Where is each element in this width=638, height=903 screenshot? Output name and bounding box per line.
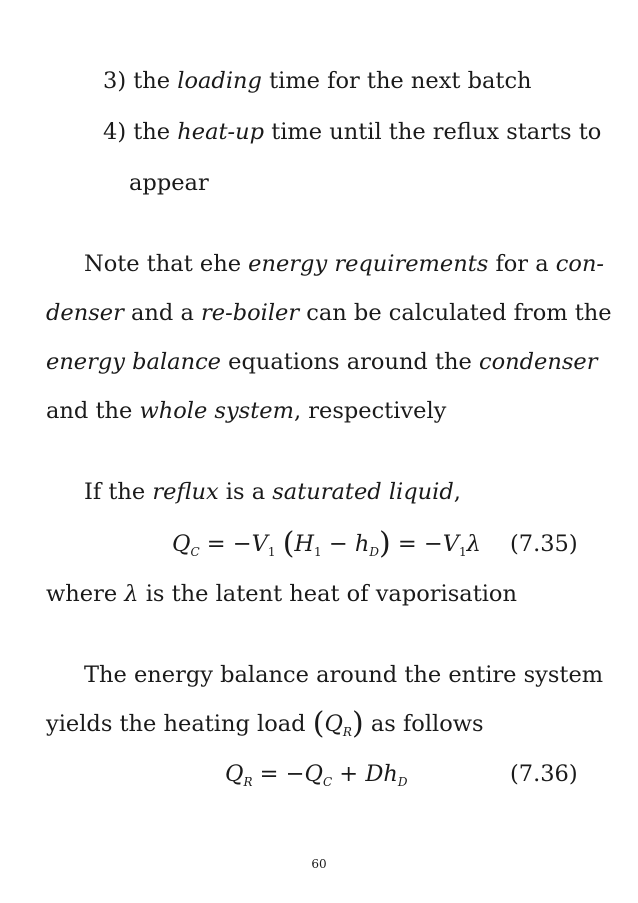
math-subscript: 1 (314, 545, 322, 559)
list-number: 4) (103, 119, 127, 145)
paragraph-line (84, 481, 461, 504)
paragraph-line (84, 664, 603, 687)
math-symbol: V (251, 531, 268, 557)
emphasis-text: heat-up (177, 119, 265, 145)
math-subscript: D (397, 775, 408, 789)
list-number: 3) (103, 68, 127, 94)
math-symbol: h (354, 531, 370, 557)
emphasis-text: condenser (479, 349, 598, 375)
text-span: , respectively (293, 398, 447, 424)
paragraph-line (46, 400, 446, 423)
math-subscript: R (243, 775, 253, 789)
equation-7-35 (172, 526, 481, 561)
paragraph-line (84, 253, 604, 276)
math-subscript: C (322, 775, 333, 789)
math-operator: = − (252, 761, 305, 787)
math-symbol: Q (324, 711, 343, 737)
math-operator: = − (390, 531, 443, 557)
math-paren: ) (378, 526, 391, 561)
text-span: and the (46, 398, 133, 424)
math-operator: + (332, 761, 366, 787)
paragraph-line (46, 706, 484, 741)
page-number: 60 (311, 857, 327, 871)
text-span: If the (84, 479, 146, 505)
text-span: Note that ehe (84, 251, 242, 277)
math-symbol: Q (304, 761, 323, 787)
math-subscript: D (369, 545, 379, 559)
emphasis-text: whole system (139, 398, 294, 424)
paragraph-line (46, 583, 517, 606)
math-symbol: V (442, 531, 459, 557)
paragraph-line (46, 351, 597, 374)
text-span: as follows (370, 711, 484, 737)
list-item-3 (103, 70, 532, 93)
equation-number: (7.36) (510, 761, 578, 787)
list-item-4 (103, 121, 601, 144)
text-span: can be calculated from the (306, 300, 612, 326)
text-span: where (46, 581, 118, 607)
text-span: yields the heating load (46, 711, 306, 737)
math-subscript: 1 (458, 545, 467, 559)
list-text: time for the next batch (269, 68, 532, 94)
list-text: the (133, 119, 171, 145)
text-span: for a (495, 251, 549, 277)
emphasis-text: denser (46, 300, 124, 326)
emphasis-text: con- (555, 251, 605, 277)
equation-7-36 (225, 761, 408, 789)
emphasis-text: saturated liquid (272, 479, 454, 505)
list-text: appear (129, 170, 209, 196)
text-span: and a (130, 300, 194, 326)
list-text: the (133, 68, 171, 94)
math-paren: ( (282, 526, 295, 561)
math-symbol: Q (225, 761, 244, 787)
math-paren: ) (351, 706, 364, 741)
emphasis-text: energy balance (46, 349, 221, 375)
emphasis-text: re-boiler (201, 300, 300, 326)
math-paren: ( (312, 706, 325, 741)
text-span: , (453, 479, 461, 505)
emphasis-text: reflux (152, 479, 219, 505)
math-symbol: λ (466, 531, 481, 557)
math-subscript: 1 (267, 545, 276, 559)
emphasis-text: loading (177, 68, 262, 94)
math-symbol: Dh (365, 761, 398, 787)
list-item-4-continuation (129, 172, 209, 195)
math-symbol: Q (172, 531, 191, 557)
math-operator: − (321, 531, 355, 557)
text-span: equations around the (228, 349, 472, 375)
text-span: is the latent heat of vaporisation (145, 581, 517, 607)
math-subscript: C (190, 545, 200, 559)
text-span: is a (225, 479, 266, 505)
text-span: The energy balance around the entire system (84, 662, 604, 688)
math-subscript: R (342, 725, 352, 739)
math-symbol: λ (124, 581, 139, 607)
paragraph-line (46, 302, 612, 325)
list-text: time until the reflux starts to (271, 119, 602, 145)
emphasis-text: energy requirements (248, 251, 489, 277)
equation-number: (7.35) (510, 531, 578, 557)
math-operator: = − (199, 531, 252, 557)
math-symbol: H (294, 531, 315, 557)
